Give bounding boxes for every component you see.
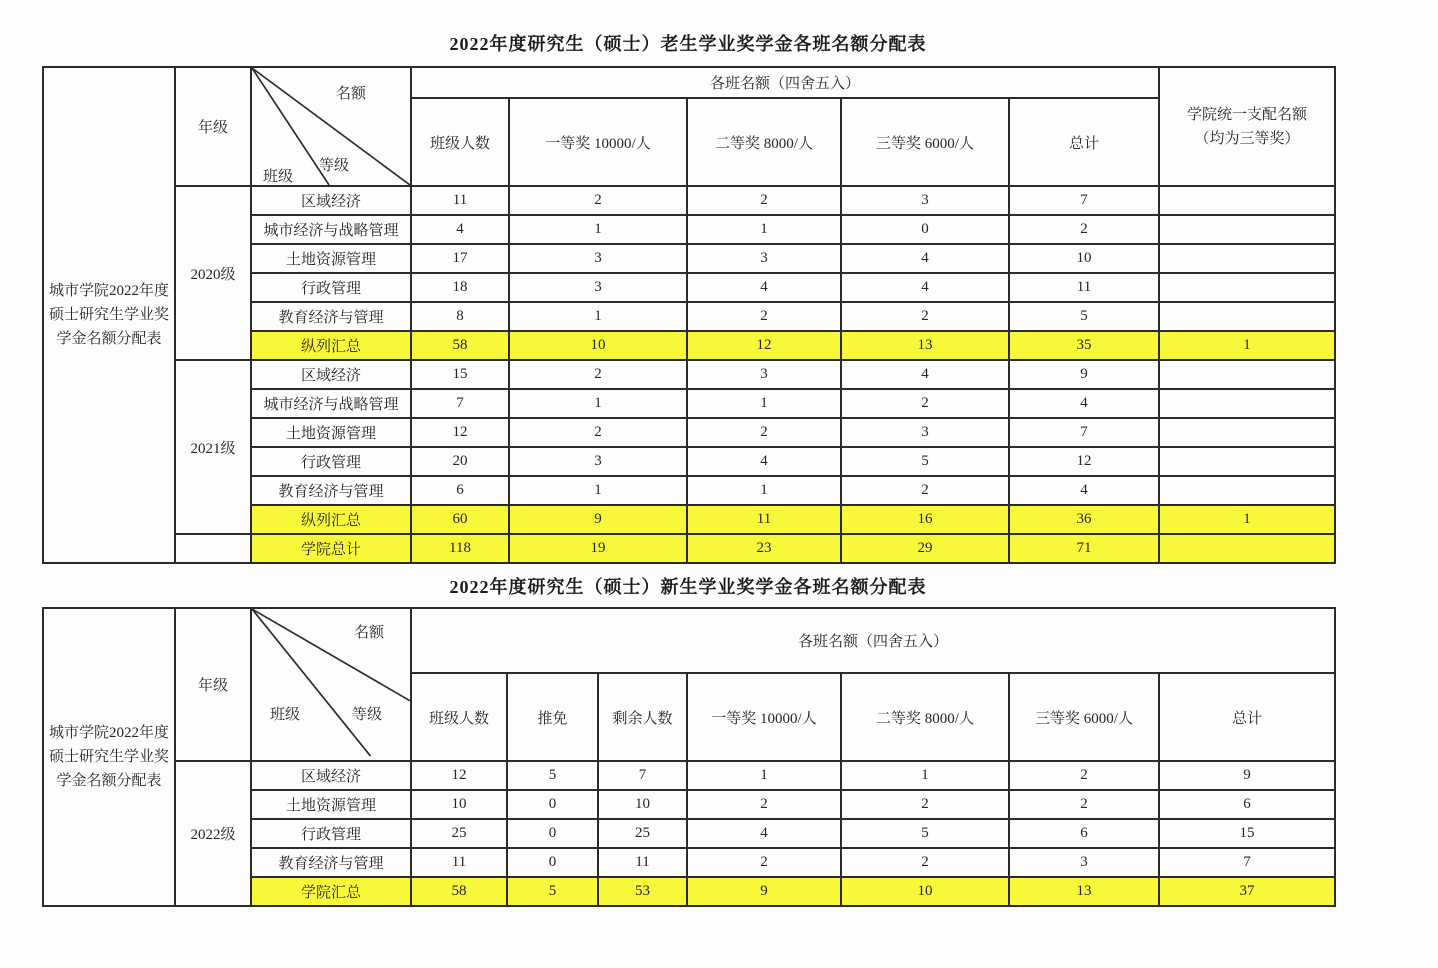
col-header: 总计 [1159, 673, 1335, 761]
cell: 10 [841, 877, 1009, 906]
cell: 10 [411, 790, 507, 819]
cell: 13 [841, 331, 1009, 360]
cell: 9 [687, 877, 841, 906]
cell: 53 [598, 877, 687, 906]
col-header: 三等奖 6000/人 [1009, 673, 1159, 761]
cell: 6 [411, 476, 509, 505]
cell: 2 [841, 848, 1009, 877]
table1-corner-cell [251, 67, 411, 186]
corner-label-class: 班级 [270, 707, 301, 723]
table-row [43, 360, 1335, 389]
row-label: 城市经济与战略管理 [251, 389, 411, 418]
cell: 1 [509, 302, 687, 331]
cell [1159, 476, 1335, 505]
table2-title: 2022年度研究生（硕士）新生学业奖学金各班名额分配表 [449, 577, 927, 597]
table1-span-header: 各班名额（四舍五入） [411, 67, 1159, 98]
cell [1159, 360, 1335, 389]
cell: 3 [1009, 848, 1159, 877]
cell: 15 [1159, 819, 1335, 848]
row-label: 教育经济与管理 [251, 302, 411, 331]
cell: 3 [509, 447, 687, 476]
year-cell-2021: 2021级 [175, 360, 251, 534]
right-header-line1: 学院统一支配名额 [1186, 106, 1307, 123]
row-label: 纵列汇总 [251, 505, 411, 534]
cell: 4 [687, 273, 841, 302]
cell: 11 [411, 848, 507, 877]
cell: 3 [687, 244, 841, 273]
table-row [43, 761, 1335, 790]
cell: 4 [687, 447, 841, 476]
cell: 3 [687, 360, 841, 389]
cell: 1 [509, 215, 687, 244]
cell: 8 [411, 302, 509, 331]
cell: 12 [1009, 447, 1159, 476]
row-label: 行政管理 [251, 447, 411, 476]
cell: 3 [509, 273, 687, 302]
row-label: 教育经济与管理 [251, 476, 411, 505]
cell: 2 [687, 186, 841, 215]
cell: 118 [411, 534, 509, 563]
table1-year-header: 年级 [175, 67, 251, 186]
cell: 20 [411, 447, 509, 476]
cell [1159, 447, 1335, 476]
table1-side-label: 城市学院2022年度硕士研究生学业奖学金名额分配表 [43, 67, 175, 563]
corner-label-quota: 名额 [336, 86, 367, 102]
cell: 4 [1009, 476, 1159, 505]
cell: 2 [509, 186, 687, 215]
cell: 2 [841, 302, 1009, 331]
corner-label-grade: 等级 [319, 158, 350, 174]
cell: 1 [841, 761, 1009, 790]
cell: 2 [841, 476, 1009, 505]
cell: 0 [507, 848, 598, 877]
row-label: 区域经济 [251, 186, 411, 215]
cell: 13 [1009, 877, 1159, 906]
cell: 0 [507, 819, 598, 848]
table2-year-header: 年级 [175, 608, 251, 761]
row-label: 土地资源管理 [251, 418, 411, 447]
table2-side-label: 城市学院2022年度硕士研究生学业奖学金名额分配表 [43, 608, 175, 906]
cell [1159, 186, 1335, 215]
row-label: 土地资源管理 [251, 244, 411, 273]
cell: 10 [598, 790, 687, 819]
cell: 10 [509, 331, 687, 360]
cell: 3 [841, 418, 1009, 447]
cell: 18 [411, 273, 509, 302]
cell: 1 [1159, 505, 1335, 534]
cell: 0 [507, 790, 598, 819]
row-label: 学院总计 [251, 534, 411, 563]
cell: 0 [841, 215, 1009, 244]
cell: 7 [1009, 418, 1159, 447]
cell: 11 [411, 186, 509, 215]
col-header: 一等奖 10000/人 [687, 673, 841, 761]
diagonal-lines [252, 609, 410, 760]
row-label: 土地资源管理 [251, 790, 411, 819]
cell: 2 [687, 302, 841, 331]
cell: 2 [841, 790, 1009, 819]
cell: 2 [687, 848, 841, 877]
cell [1159, 215, 1335, 244]
table1-header-row-1 [43, 67, 1335, 98]
corner-label-grade: 等级 [352, 707, 383, 723]
col-header: 二等奖 8000/人 [687, 98, 841, 186]
cell: 3 [841, 186, 1009, 215]
cell: 4 [841, 244, 1009, 273]
cell: 2 [509, 418, 687, 447]
cell: 23 [687, 534, 841, 563]
table1-returning-students [42, 66, 1336, 564]
cell [1159, 302, 1335, 331]
table-row [43, 186, 1335, 215]
cell: 35 [1009, 331, 1159, 360]
cell: 2 [1009, 761, 1159, 790]
cell [1159, 418, 1335, 447]
cell: 4 [841, 273, 1009, 302]
col-header: 班级人数 [411, 673, 507, 761]
cell: 12 [411, 761, 507, 790]
table2-corner-cell [251, 608, 411, 761]
cell: 6 [1009, 819, 1159, 848]
cell: 9 [1159, 761, 1335, 790]
cell: 12 [411, 418, 509, 447]
cell [1159, 273, 1335, 302]
cell: 15 [411, 360, 509, 389]
cell: 9 [1009, 360, 1159, 389]
cell: 25 [598, 819, 687, 848]
col-header: 二等奖 8000/人 [841, 673, 1009, 761]
table1-title: 2022年度研究生（硕士）老生学业奖学金各班名额分配表 [449, 34, 927, 54]
cell: 2 [841, 389, 1009, 418]
cell: 71 [1009, 534, 1159, 563]
cell: 4 [687, 819, 841, 848]
row-label: 学院汇总 [251, 877, 411, 906]
cell: 1 [687, 761, 841, 790]
cell [1159, 534, 1335, 563]
row-label: 纵列汇总 [251, 331, 411, 360]
cell: 7 [598, 761, 687, 790]
cell: 2 [1009, 790, 1159, 819]
cell: 7 [1009, 186, 1159, 215]
col-header: 班级人数 [411, 98, 509, 186]
row-label: 行政管理 [251, 273, 411, 302]
cell: 1 [1159, 331, 1335, 360]
cell: 5 [841, 819, 1009, 848]
table2-span-header: 各班名额（四舍五入） [411, 608, 1335, 673]
cell: 6 [1159, 790, 1335, 819]
cell: 1 [687, 389, 841, 418]
col-header: 剩余人数 [598, 673, 687, 761]
col-header: 总计 [1009, 98, 1159, 186]
cell: 7 [1159, 848, 1335, 877]
cell: 25 [411, 819, 507, 848]
cell: 5 [507, 761, 598, 790]
cell: 1 [509, 389, 687, 418]
cell: 16 [841, 505, 1009, 534]
col-header: 一等奖 10000/人 [509, 98, 687, 186]
year-cell-empty [175, 534, 251, 563]
cell: 1 [687, 215, 841, 244]
table2-new-students [42, 607, 1336, 907]
grand-total-row [43, 534, 1335, 563]
cell: 5 [507, 877, 598, 906]
cell: 2 [687, 418, 841, 447]
cell: 3 [509, 244, 687, 273]
col-header: 三等奖 6000/人 [841, 98, 1009, 186]
cell [1159, 389, 1335, 418]
cell: 1 [687, 476, 841, 505]
cell: 58 [411, 877, 507, 906]
cell: 5 [841, 447, 1009, 476]
col-header: 推免 [507, 673, 598, 761]
cell: 11 [687, 505, 841, 534]
row-label: 区域经济 [251, 761, 411, 790]
cell: 36 [1009, 505, 1159, 534]
cell: 7 [411, 389, 509, 418]
cell: 19 [509, 534, 687, 563]
cell: 29 [841, 534, 1009, 563]
cell: 2 [509, 360, 687, 389]
row-label: 行政管理 [251, 819, 411, 848]
cell [1159, 244, 1335, 273]
cell: 11 [598, 848, 687, 877]
row-label: 城市经济与战略管理 [251, 215, 411, 244]
cell: 37 [1159, 877, 1335, 906]
cell: 9 [509, 505, 687, 534]
cell: 12 [687, 331, 841, 360]
cell: 2 [687, 790, 841, 819]
cell: 11 [1009, 273, 1159, 302]
cell: 10 [1009, 244, 1159, 273]
cell: 5 [1009, 302, 1159, 331]
cell: 58 [411, 331, 509, 360]
right-header-line2: （均为三等奖） [1194, 130, 1300, 147]
year-cell-2020: 2020级 [175, 186, 251, 360]
table1-right-header [1159, 67, 1335, 186]
corner-label-quota: 名额 [354, 625, 385, 641]
cell: 2 [1009, 215, 1159, 244]
cell: 60 [411, 505, 509, 534]
cell: 4 [841, 360, 1009, 389]
row-label: 区域经济 [251, 360, 411, 389]
year-cell-2022: 2022级 [175, 761, 251, 906]
cell: 17 [411, 244, 509, 273]
table2-header-row-1 [43, 608, 1335, 673]
corner-label-class: 班级 [263, 169, 294, 185]
cell: 4 [411, 215, 509, 244]
cell: 4 [1009, 389, 1159, 418]
row-label: 教育经济与管理 [251, 848, 411, 877]
cell: 1 [509, 476, 687, 505]
